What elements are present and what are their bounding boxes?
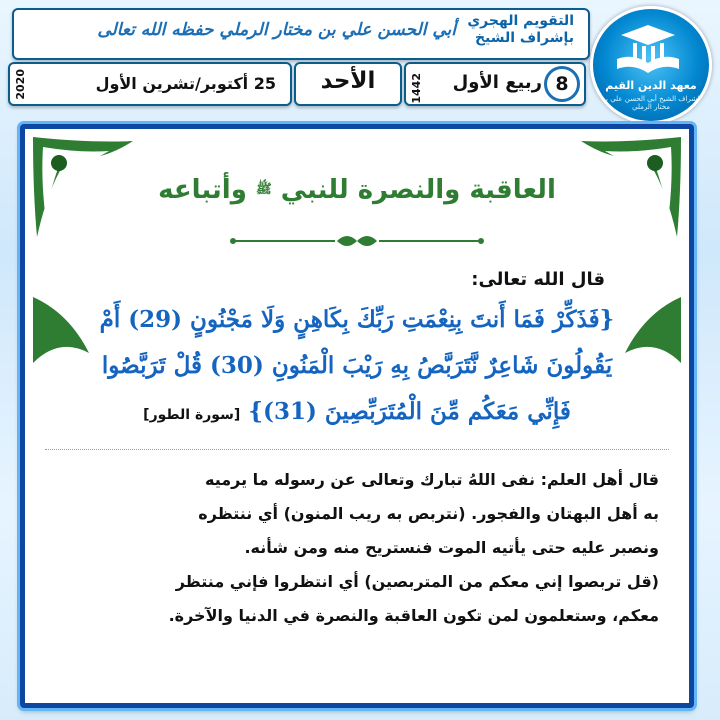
gregorian-year: 2020 <box>14 69 27 100</box>
commentary-line: معكم، وستعلمون لمن تكون العاقبة والنصرة في الدنيا والآخرة. <box>168 606 659 625</box>
section-divider <box>45 449 669 450</box>
verse-line-3 <box>43 389 671 438</box>
hijri-date-box <box>404 62 586 106</box>
verse-line-3-text: فَإِنِّي مَعَكُم مِّنَ الْمُتَرَبِّصِينَ (31)} <box>248 398 571 425</box>
hijri-year: 1442 <box>410 73 423 104</box>
salutation-glyph: ﷺ <box>255 182 272 197</box>
institute-logo <box>590 6 712 124</box>
calendar-title-line1: التقويم الهجري <box>467 13 574 29</box>
gregorian-date: 25 أكتوبر/تشرين الأول <box>95 74 276 93</box>
weekday-box <box>294 62 402 106</box>
ornamental-divider <box>225 231 489 251</box>
content-card <box>20 124 694 708</box>
commentary <box>51 463 659 633</box>
calendar-title <box>467 13 574 47</box>
logo-title: معهد الدين القيم <box>605 79 697 92</box>
commentary-line: قال أهل العلم: نفى اللهُ تبارك وتعالى عن رسوله ما يرميه <box>204 470 659 489</box>
verse-line-2: يَقُولُونَ شَاعِرٌ نَّتَرَبَّصُ بِهِ رَيْبَ الْمَنُونِ (30) قُلْ تَرَبَّصُوا <box>101 352 613 379</box>
gregorian-date-box <box>8 62 292 106</box>
commentary-line: ونصبر عليه حتى يأتيه الموت فنستريح منه ومن شأنه. <box>244 538 659 557</box>
surah-reference: [سورة الطور] <box>143 407 241 423</box>
logo-subtitle: بإشراف الشيخ أبي الحسن علي بن مختار الرملي <box>600 95 702 111</box>
verse-line-1: {فَذَكِّرْ فَمَا أَنتَ بِنِعْمَتِ رَبِّكَ بِكَاهِنٍ وَلَا مَجْنُونٍ (29) أَمْ <box>99 306 615 333</box>
verse-intro: قال الله تعالى: <box>471 269 605 290</box>
heading-suffix: وأتباعه <box>158 175 247 205</box>
commentary-line: (قل تربصوا إني معكم من المتربصين) أي انتظروا فإني منتظر <box>175 572 659 591</box>
book-icon <box>611 19 685 77</box>
heading-text: العاقبة والنصرة للنبي <box>280 175 556 205</box>
card-heading <box>25 175 689 205</box>
calendar-title-line2: بإشراف الشيخ <box>474 30 574 46</box>
title-banner <box>12 8 590 60</box>
weekday: الأحد <box>320 68 376 94</box>
hijri-day: 8 <box>544 66 580 102</box>
hijri-month: ربيع الأول <box>452 72 542 93</box>
quran-verse <box>43 297 671 438</box>
commentary-line: به أهل البهتان والفجور. (نتربص به ريب المنون) أي ننتظره <box>198 504 659 523</box>
calendar-header <box>0 0 720 112</box>
supervisor-name: أبي الحسن علي بن مختار الرملي حفظه الله تعالى <box>97 20 456 40</box>
date-row <box>12 62 586 106</box>
